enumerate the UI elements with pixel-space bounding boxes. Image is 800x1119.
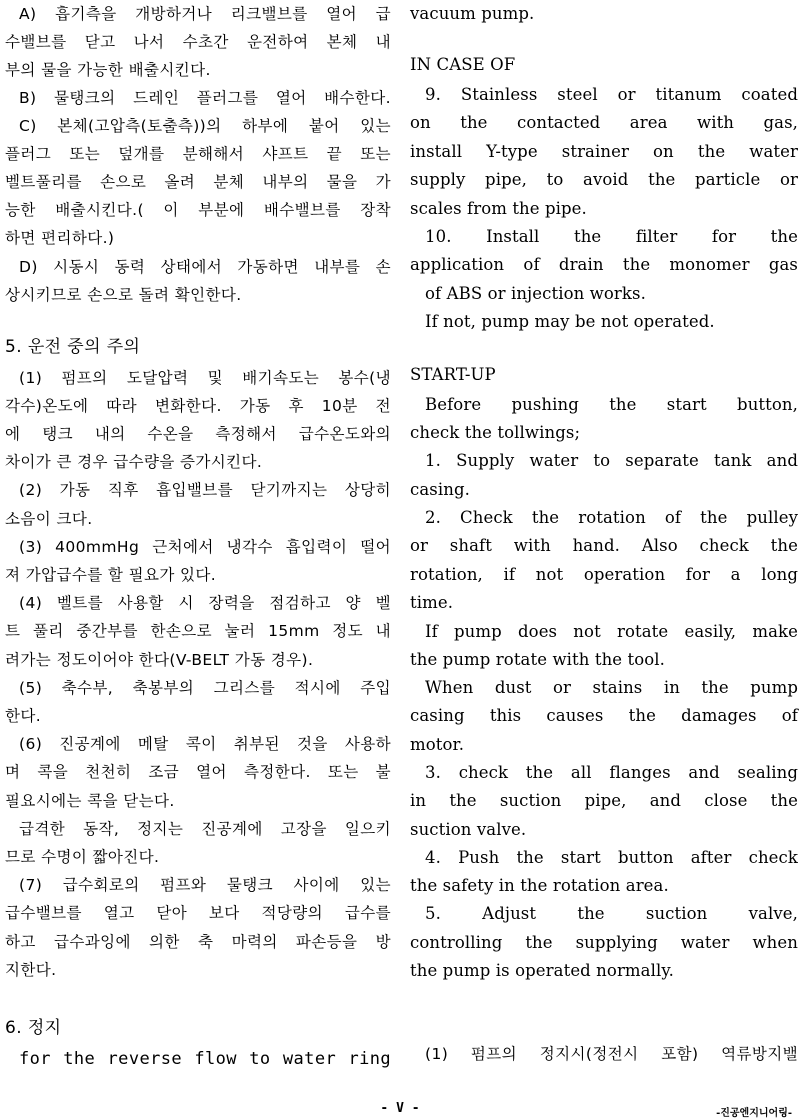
text-line: 1. Supply water to separate tank and	[425, 451, 798, 470]
text-line: If not, pump may be not operated.	[425, 312, 715, 331]
text-line: 급격한 동작, 정지는 진공계에 고장을 일으키	[19, 820, 391, 838]
text-line: the pump rotate with the tool.	[410, 650, 666, 669]
text-line: of ABS or injection works.	[425, 284, 646, 303]
text-line: 벨트풀리를 손으로 올려 분체 내부의 물을 가	[5, 173, 391, 191]
text-line: If pump does not rotate easily, make	[425, 622, 798, 641]
text-line: for the reverse flow to water ring	[19, 1049, 391, 1069]
text-line: B) 물탱크의 드레인 플러그를 열어 배수한다.	[19, 89, 391, 107]
text-line: 하고 급수과잉에 의한 축 마력의 파손등을 방	[5, 933, 391, 951]
section-heading: IN CASE OF	[410, 55, 516, 74]
text-line: 상시키므로 손으로 돌려 확인한다.	[5, 286, 242, 304]
text-line: 3. check the all flanges and sealing	[425, 763, 798, 782]
text-line: 져 가압급수를 할 필요가 있다.	[5, 566, 217, 584]
text-line: application of drain the monomer gas	[410, 255, 798, 274]
text-line: check the tollwings;	[410, 423, 581, 442]
text-line: (6) 진공계에 메탈 콕이 취부된 것을 사용하	[19, 735, 391, 753]
text-line: 한다.	[5, 707, 42, 725]
text-line: casing this causes the damages of	[410, 706, 798, 725]
section-heading: 6. 정지	[5, 1018, 62, 1038]
text-line: 에 탱크 내의 수온을 측정해서 급수온도와의	[5, 425, 391, 443]
text-line: supply pipe, to avoid the particle or	[410, 170, 798, 189]
text-line: controlling the supplying water when	[410, 933, 798, 952]
text-line: install Y-type strainer on the water	[410, 142, 798, 161]
text-line: time.	[410, 593, 454, 612]
page-number: - V -	[380, 1101, 420, 1116]
text-line: scales from the pipe.	[410, 199, 587, 218]
text-line: D) 시동시 동력 상태에서 가동하면 내부를 손	[19, 258, 391, 276]
text-line: in the suction pipe, and close the	[410, 791, 798, 810]
text-line: 5. Adjust the suction valve,	[425, 904, 798, 923]
text-line: motor.	[410, 735, 465, 754]
text-line: on the contacted area with gas,	[410, 113, 798, 132]
text-line: 각수)온도에 따라 변화한다. 가동 후 10분 전	[5, 397, 391, 415]
text-line: Before pushing the start button,	[425, 395, 798, 414]
text-line: 며 콕을 천천히 조금 열어 측정한다. 또는 불	[5, 763, 391, 781]
text-line: 소음이 크다.	[5, 510, 93, 528]
text-line: (2) 가동 직후 흡입밸브를 닫기까지는 상당히	[19, 481, 391, 499]
text-line: 부의 물을 가능한 배출시킨다.	[5, 61, 211, 79]
text-line: or shaft with hand. Also check the	[410, 536, 798, 555]
text-line: 10. Install the filter for the	[425, 227, 798, 246]
text-line: rotation, if not operation for a long	[410, 565, 798, 584]
text-line: the safety in the rotation area.	[410, 876, 669, 895]
text-line: 능한 배출시킨다.( 이 부분에 배수밸브를 장착	[5, 201, 391, 219]
text-line: the pump is operated normally.	[410, 961, 674, 980]
text-line: (4) 벨트를 사용할 시 장력을 점검하고 양 벨	[19, 594, 391, 612]
text-line: 하면 편리하다.)	[5, 229, 115, 247]
text-line: (3) 400mmHg 근처에서 냉각수 흡입력이 떨어	[19, 538, 391, 556]
text-line: 2. Check the rotation of the pulley	[425, 508, 798, 527]
text-line: 차이가 큰 경우 급수량을 증가시킨다.	[5, 453, 263, 471]
text-line: A) 흡기측을 개방하거나 리크밸브를 열어 급	[19, 5, 391, 23]
text-line: 려가는 정도이어야 한다(V-BELT 가동 경우).	[5, 651, 314, 669]
text-line: 플러그 또는 덮개를 분해해서 샤프트 끝 또는	[5, 145, 391, 163]
text-line: 트 풀리 중간부를 한손으로 눌러 15mm 정도 내	[5, 622, 391, 640]
text-line: 4. Push the start button after check	[425, 848, 798, 867]
text-line: When dust or stains in the pump	[425, 678, 798, 697]
text-line: 수밸브를 닫고 나서 수초간 운전하여 본체 내	[5, 33, 391, 51]
text-line: 지한다.	[5, 961, 57, 979]
text-line: 므로 수명이 짧아진다.	[5, 848, 160, 866]
text-line: (5) 축수부, 축봉부의 그리스를 적시에 주입	[19, 679, 391, 697]
company-name: -진공엔지니어링-	[716, 1108, 792, 1119]
text-line: 필요시에는 콕을 닫는다.	[5, 792, 175, 810]
text-line: C) 본체(고압측(토출측))의 하부에 붙어 있는	[19, 117, 391, 135]
section-heading: START-UP	[410, 365, 496, 384]
text-line: (1) 펌프의 정지시(정전시 포함) 역류방지밸	[425, 1045, 798, 1063]
text-line: vacuum pump.	[410, 4, 535, 23]
text-line: suction valve.	[410, 820, 527, 839]
text-line: 급수밸브를 열고 닫아 보다 적당량의 급수를	[5, 904, 391, 922]
text-line: (1) 펌프의 도달압력 및 배기속도는 봉수(냉	[19, 369, 391, 387]
text-line: casing.	[410, 480, 470, 499]
text-line: (7) 급수회로의 펌프와 물탱크 사이에 있는	[19, 876, 391, 894]
text-line: 9. Stainless steel or titanum coated	[425, 85, 798, 104]
section-heading: 5. 운전 중의 주의	[5, 337, 141, 357]
